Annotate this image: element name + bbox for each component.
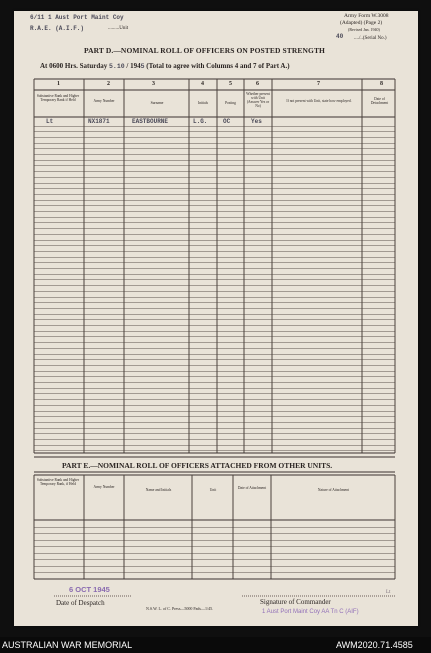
printer-line: N.S.W. L. of C. Press—5000 Pads—1/45. <box>146 606 214 611</box>
time-date-typed: 5.10 <box>109 63 125 70</box>
signature-stamp: 1 Aust Port Maint Coy AA Tn C (AIF) <box>262 609 359 615</box>
time-suffix: (Total to agree with Columns 4 and 7 of Part A.) <box>146 62 290 70</box>
e-header-name: Name and Initials <box>145 488 172 492</box>
col-header-army-number: Army Number <box>93 99 115 103</box>
part-d-title: PART D.—NOMINAL ROLL OF OFFICERS ON POSTED STRENGTH <box>84 46 325 55</box>
row1-initials: L.G. <box>193 118 208 125</box>
col-header-detachment: Date of Detachment <box>370 97 389 105</box>
serial-typed: 40 <box>336 33 344 40</box>
caption-bar <box>0 637 431 653</box>
time-year-typed: 5 <box>140 63 145 70</box>
row1-number: NX1871 <box>88 118 110 125</box>
col-num-3: 3 <box>152 81 155 87</box>
part-e-title: PART E.—NOMINAL ROLL OF OFFICERS ATTACHED FROM OTHER UNITS. <box>62 461 333 470</box>
col-num-6: 6 <box>256 81 259 87</box>
col-num-7: 7 <box>317 81 320 87</box>
caption-right: AWM2020.71.4585 <box>336 640 413 650</box>
col-num-4: 4 <box>201 81 204 87</box>
unit-typed: 6/11 1 Aust Port Maint Coy <box>30 14 124 21</box>
date-of-despatch-label: Date of Despatch <box>56 599 105 607</box>
col-header-posting: Posting <box>225 101 236 105</box>
time-year: / 194 <box>126 62 141 70</box>
serial-label: ..../..(Serial No.) <box>354 36 387 41</box>
e-header-unit: Unit <box>209 488 217 492</box>
col-num-5: 5 <box>229 81 232 87</box>
e-header-army-number: Army Number <box>93 485 115 489</box>
caption-left: AUSTRALIAN WAR MEMORIAL <box>2 640 133 650</box>
e-header-nature: Nature of Attachment <box>317 488 350 492</box>
row1-posting: OC <box>223 118 231 125</box>
col-header-surname: Surname <box>150 101 164 105</box>
signature-label: Signature of Commander <box>260 598 331 606</box>
corner-mark: Lt <box>386 590 391 595</box>
col-header-rank: Substantive Rank and Higher Temporary Rank if Held <box>36 94 80 102</box>
unit-typed-2: R.A.E. (A.I.F.) <box>30 25 85 32</box>
row1-rank: Lt <box>46 118 54 125</box>
col-num-2: 2 <box>107 81 110 87</box>
col-num-1: 1 <box>57 81 60 87</box>
e-header-rank: Substantive Rank and Higher Temporary Rank, if Held <box>36 478 80 486</box>
row1-present: Yes <box>251 118 262 125</box>
time-prefix: At 0600 Hrs. Saturday <box>40 62 108 70</box>
unit-label: .........Unit <box>108 26 129 31</box>
part-d-grid <box>14 11 418 626</box>
col-header-initials: Initials <box>198 101 208 105</box>
form-adapted: (Adapted) (Page 2) <box>340 20 383 26</box>
form-sheet <box>14 11 418 626</box>
col-header-present: Whether present with Unit (Answer Yes or No) <box>246 92 270 108</box>
col-header-employment: If not present with Unit, state how employed. <box>286 99 352 103</box>
date-stamp: 6 OCT 1945 <box>69 585 110 594</box>
form-revised: (Revised Jan. 1940) <box>348 27 380 32</box>
e-header-date: Date of Attachment <box>237 486 267 490</box>
row1-surname: EASTBOURNE <box>132 118 169 125</box>
col-num-8: 8 <box>380 81 383 87</box>
form-number: Army Form W.3008 <box>344 13 389 19</box>
